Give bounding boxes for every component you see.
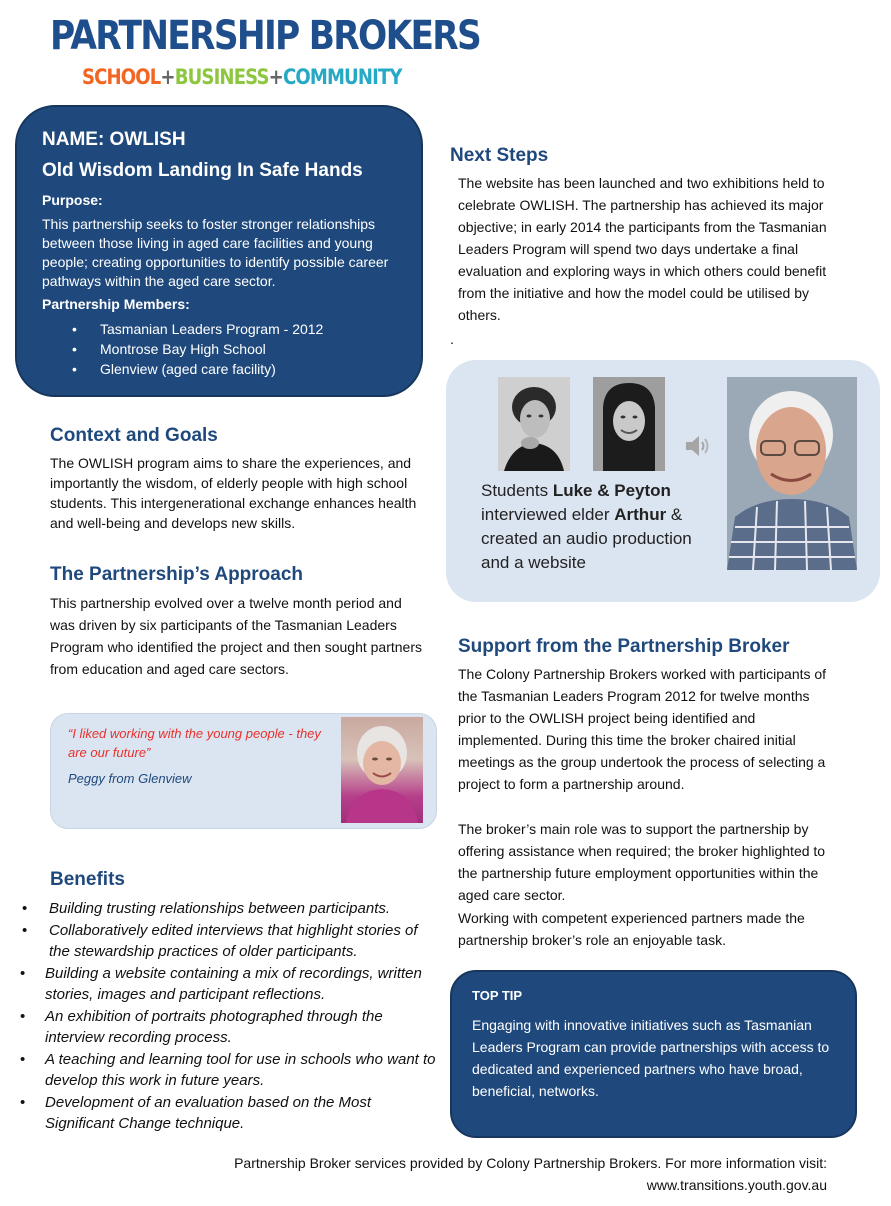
logo-school: SCHOOL bbox=[82, 65, 161, 89]
benefit-item: • An exhibition of portraits photographed through the interview recording process. bbox=[20, 1006, 440, 1049]
project-subtitle: Old Wisdom Landing In Safe Hands bbox=[42, 160, 363, 181]
name-box bbox=[15, 105, 423, 397]
footer-line-1: Partnership Broker services provided by Colony Partnership Brokers. For more information visit: bbox=[234, 1155, 827, 1171]
caption-students-prefix: Students bbox=[481, 481, 553, 500]
next-steps-dot: . bbox=[450, 331, 454, 347]
logo-title: PARTNERSHIP BROKERS bbox=[50, 13, 481, 59]
next-steps-heading: Next Steps bbox=[450, 145, 549, 166]
members-list bbox=[42, 319, 323, 379]
portrait-image bbox=[593, 377, 665, 471]
members-label: Partnership Members: bbox=[42, 296, 190, 312]
purpose-text: This partnership seeks to foster stronger relationships between those living in aged care facilities and young people; creating opportunities to identify possible career pathways within the aged care sector. bbox=[42, 216, 389, 289]
support-para-1: The Colony Partnership Brokers worked with participants of the Tasmanian Leaders Program 2012 for twelve months prior to the OWLISH project being identified and implemented. During this time the broker chaired initial meetings as the group undertook the process of selecting a project to form a partnership around. bbox=[458, 666, 827, 792]
caption-student-names: Luke & Peyton bbox=[552, 481, 671, 500]
luke-photo bbox=[498, 377, 570, 471]
caption-interviewed-prefix: interviewed elder bbox=[481, 505, 615, 524]
benefit-item: • Development of an evaluation based on the Most Significant Change technique. bbox=[20, 1092, 440, 1135]
next-steps-text: The website has been launched and two exhibitions held to celebrate OWLISH. The partnership has achieved its major objective; in early 2014 the participants from the Tasmanian Leaders Program will spend two days undertake a final evaluation and exploring ways in which others could benefit from the initiative and how the model could be utilised by others. bbox=[458, 175, 827, 323]
quote-author: Peggy from Glenview bbox=[68, 771, 192, 786]
top-tip-title: TOP TIP bbox=[472, 988, 523, 1003]
benefit-item: • Collaboratively edited interviews that highlight stories of the stewardship practices of older participants. bbox=[20, 920, 440, 963]
footer-link[interactable]: www.transitions.youth.gov.au bbox=[646, 1177, 827, 1193]
context-text: The OWLISH program aims to share the experiences, and importantly the wisdom, of elderly people with high school students. This intergenerational exchange enhances health and well-being and develops new skills. bbox=[50, 455, 417, 531]
caption-created-text: created an audio production and a website bbox=[481, 529, 692, 572]
member-item: • Glenview (aged care facility) bbox=[42, 359, 323, 379]
peyton-photo bbox=[593, 377, 665, 471]
benefits-list bbox=[20, 898, 440, 1135]
logo-plus: + bbox=[268, 65, 283, 89]
approach-heading: The Partnership’s Approach bbox=[50, 564, 304, 585]
quote-text: “I liked working with the young people - they are our future” bbox=[68, 726, 321, 760]
top-tip-text: Engaging with innovative initiatives such as Tasmanian Leaders Program can provide partnerships with access to dedicated and experienced partners who have broad, beneficial, networks. bbox=[472, 1017, 830, 1099]
member-item: • Montrose Bay High School bbox=[42, 339, 323, 359]
support-heading: Support from the Partnership Broker bbox=[458, 636, 790, 657]
benefit-item: • Building trusting relationships between participants. bbox=[20, 898, 440, 920]
arthur-photo bbox=[727, 377, 857, 570]
support-para-2: The broker’s main role was to support the partnership by offering assistance when required; the broker highlighted to the partnership future employment opportunities within the aged care sector. bbox=[458, 821, 826, 903]
benefits-heading: Benefits bbox=[50, 869, 125, 890]
support-para-3: Working with competent experienced partners made the partnership broker’s role an enjoyable task. bbox=[458, 910, 805, 948]
speaker-icon[interactable] bbox=[684, 432, 712, 460]
top-tip-box bbox=[450, 970, 857, 1138]
logo-business: BUSINESS bbox=[174, 65, 269, 89]
portrait-image bbox=[341, 717, 423, 823]
portrait-image bbox=[727, 377, 857, 570]
logo-subtitle bbox=[82, 64, 402, 90]
purpose-label: Purpose: bbox=[42, 192, 103, 208]
benefit-item: • A teaching and learning tool for use in schools who want to develop this work in future years. bbox=[20, 1049, 440, 1092]
footer bbox=[234, 1152, 827, 1196]
context-heading: Context and Goals bbox=[50, 425, 218, 446]
benefit-item: • Building a website containing a mix of recordings, written stories, images and participant reflections. bbox=[20, 963, 440, 1006]
member-item: • Tasmanian Leaders Program - 2012 bbox=[42, 319, 323, 339]
approach-text: This partnership evolved over a twelve month period and was driven by six participants of the Tasmanian Leaders Program who identified the project and then sought partners from education and aged care sectors. bbox=[50, 595, 423, 677]
logo-community: COMMUNITY bbox=[282, 65, 402, 89]
project-name: NAME: OWLISH bbox=[42, 129, 186, 150]
peggy-photo bbox=[341, 717, 423, 823]
panel-caption bbox=[481, 479, 721, 575]
logo-plus: + bbox=[160, 65, 175, 89]
caption-interviewed-suffix: & bbox=[666, 505, 683, 524]
caption-elder-name: Arthur bbox=[614, 505, 667, 524]
portrait-image bbox=[498, 377, 570, 471]
